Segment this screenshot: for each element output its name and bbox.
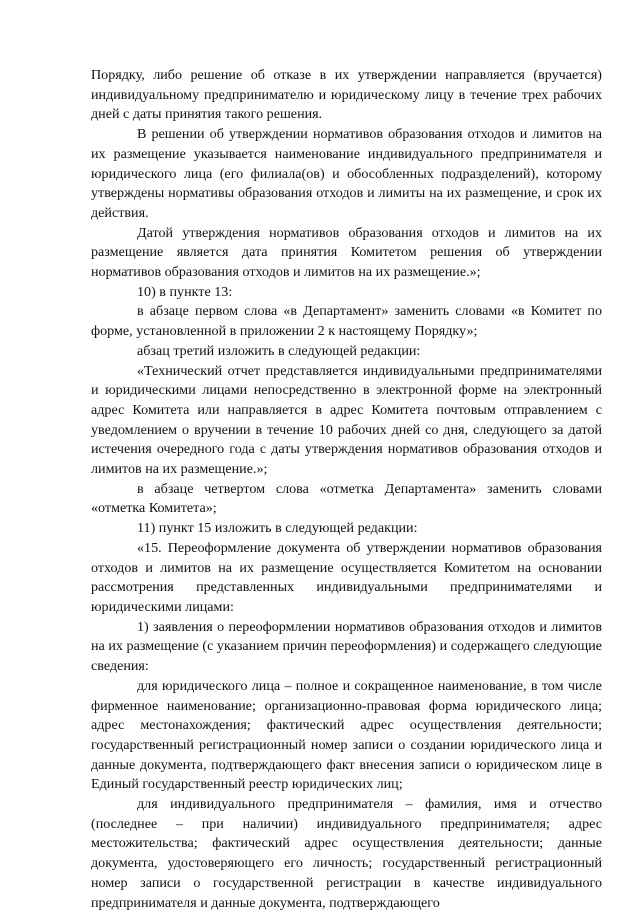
paragraph: «15. Переоформление документа об утверждении нормативов образования отходов и лимитов на их размещение осуществляется Комитетом на основании рассмотрения представленных индивидуальными предпринимателями и юридическими лицами: (91, 539, 602, 615)
paragraph: для индивидуального предпринимателя – фамилия, имя и отчество (последнее – при наличии) индивидуального предпринимателя; адрес местожительства; фактический адрес осуществления деятельности; данные документа, удостоверяющего его личность; государственный регистрационный номер записи о государственной регистрации в качестве индивидуального предпринимателя и данные документа, подтверждающего (91, 796, 602, 911)
paragraph: абзац третий изложить в следующей редакции: (137, 342, 421, 359)
paragraph: 10) в пункте 13: (137, 283, 233, 300)
paragraph: в абзаце первом слова «в Департамент» заменить словами «в Комитет по форме, установленной в приложении 2 к настоящему Порядку»; (91, 303, 602, 340)
paragraph: Порядку, либо решение об отказе в их утверждении направляется (вручается) индивидуальному предпринимателю и юридическому лицу в течение трех рабочих дней с даты принятия такого решения. (91, 67, 602, 123)
document-text (91, 66, 602, 913)
paragraph: «Технический отчет представляется индивидуальными предпринимателями и юридическими лицами непосредственно в электронной форме на электронный адрес Комитета или направляется в адрес Комитета почтовым отправлением с уведомлением о вручении в течение 10 рабочих дней со дня, следующего за датой истечения очередного года с даты утверждения нормативов образования отходов и лимитов на их размещение.»; (91, 362, 602, 478)
paragraph: 1) заявления о переоформлении нормативов образования отходов и лимитов на их размещение (с указанием причин переоформления) и содержащего следующие сведения: (91, 618, 602, 675)
paragraph: в абзаце четвертом слова «отметка Департамента» заменить словами «отметка Комитета»; (91, 480, 602, 517)
paragraph: для юридического лица – полное и сокращенное наименование, в том числе фирменное наименование; организационно-правовая форма юридического лица; адрес местонахождения; фактический адрес осуществления деятельности; государственный регистрационный номер записи о создании юридического лица и данные документа, подтверждающего факт внесения записи о юридическом лице в Единый государственный реестр юридических лиц; (91, 677, 602, 793)
paragraph: Датой утверждения нормативов образования отходов и лимитов на их размещение является дата принятия Комитетом решения об утверждении нормативов образования отходов и лимитов на их размещение.»; (91, 224, 602, 281)
paragraph: 11) пункт 15 изложить в следующей редакции: (137, 520, 418, 537)
paragraph: В решении об утверждении нормативов образования отходов и лимитов на их размещение указывается наименование индивидуального предпринимателя и юридического лица (его филиала(ов) и обособленных подразделений), которому утверждены нормативы образования отходов и лимиты на их размещение, и срок их действия. (91, 126, 602, 221)
